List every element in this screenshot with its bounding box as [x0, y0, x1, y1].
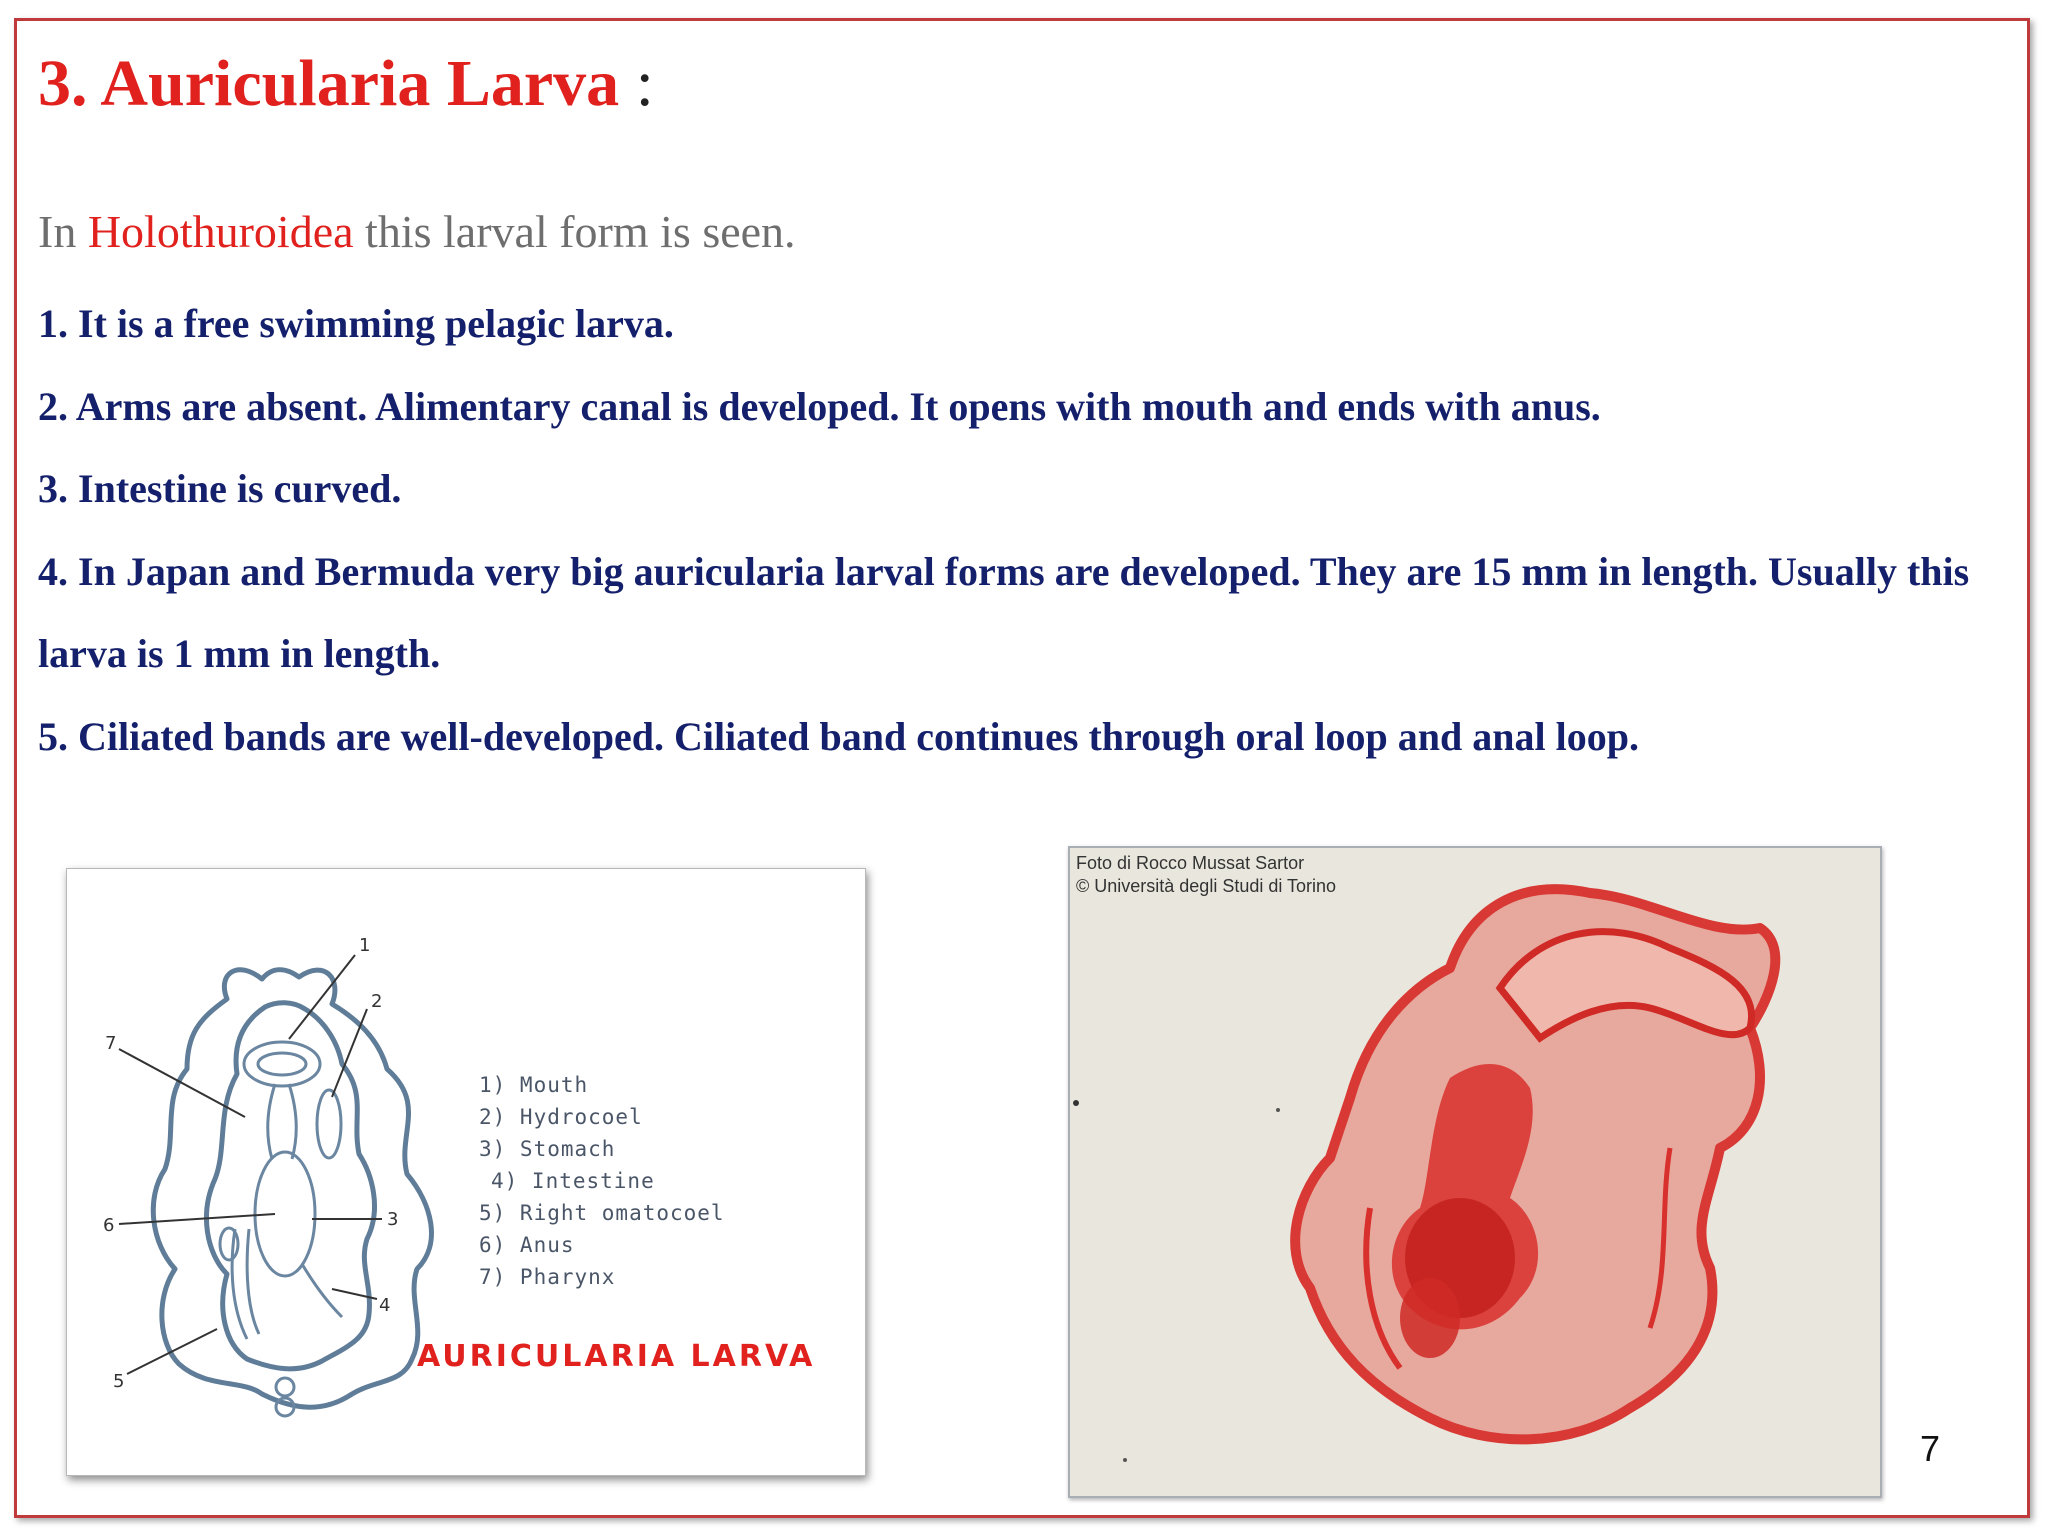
pointer-label-1: 1: [359, 935, 371, 956]
intro-sentence: [38, 205, 796, 258]
pointer-label-6: 6: [103, 1215, 115, 1236]
photo-credit-line1: Foto di Rocco Mussat Sartor: [1076, 853, 1305, 873]
photo-credit: [1076, 852, 1336, 898]
points-list: [38, 283, 1998, 778]
point-item: 5. Ciliated bands are well-developed. Ciliated band continues through oral loop and anal loop.: [38, 713, 1639, 759]
larva-photo: [1070, 848, 1880, 1496]
diagram-key: [479, 1069, 725, 1293]
key-item: 1) Mouth: [479, 1073, 589, 1097]
pointer-label-5: 5: [113, 1371, 125, 1392]
mouth-shape: [244, 1042, 320, 1086]
point-item: 2. Arms are absent. Alimentary canal is developed. It opens with mouth and ends with anus.: [38, 383, 1601, 429]
point-item: 3. Intestine is curved.: [38, 466, 402, 511]
diagram-caption: AURICULARIA LARVA: [417, 1339, 816, 1374]
photo-credit-line2: © Università degli Studi di Torino: [1076, 876, 1337, 896]
intro-suffix: this larval form is seen.: [353, 206, 796, 257]
intro-highlight: Holothuroidea: [87, 206, 354, 257]
key-item: 2) Hydrocoel: [479, 1105, 643, 1129]
point-item: 1. It is a free swimming pelagic larva.: [38, 301, 674, 346]
point-item: 4. In Japan and Bermuda very big auricularia larval forms are developed. They are 15 mm in length. Usually this larva is 1 mm in length.: [38, 548, 1970, 676]
page-number: 7: [1920, 1428, 1941, 1469]
pointer-label-2: 2: [371, 991, 383, 1012]
larva-diagram-figure: [66, 868, 866, 1476]
title-text: 3. Auricularia Larva: [38, 47, 620, 120]
larva-diagram-drawing: [67, 869, 867, 1477]
slide-title: [38, 44, 654, 124]
pointer-label-4: 4: [379, 1295, 391, 1316]
hydrocoel-shape: [317, 1090, 341, 1158]
intro-prefix: In: [38, 206, 88, 257]
pointer-label-3: 3: [387, 1209, 399, 1230]
pointer-label-7: 7: [105, 1033, 117, 1054]
pharynx-shape: [268, 1084, 275, 1159]
ciliated-band-inner: [206, 1003, 374, 1369]
key-item: 5) Right omatocoel: [479, 1201, 725, 1225]
somatocoel-shape: [232, 1229, 247, 1339]
key-item: 7) Pharynx: [479, 1265, 616, 1289]
key-item: 6) Anus: [479, 1233, 575, 1257]
key-item: 4) Intestine: [491, 1169, 655, 1193]
key-item: 3) Stomach: [479, 1137, 616, 1161]
larva-photo-figure: [1068, 846, 1882, 1498]
title-colon: :: [619, 47, 654, 120]
